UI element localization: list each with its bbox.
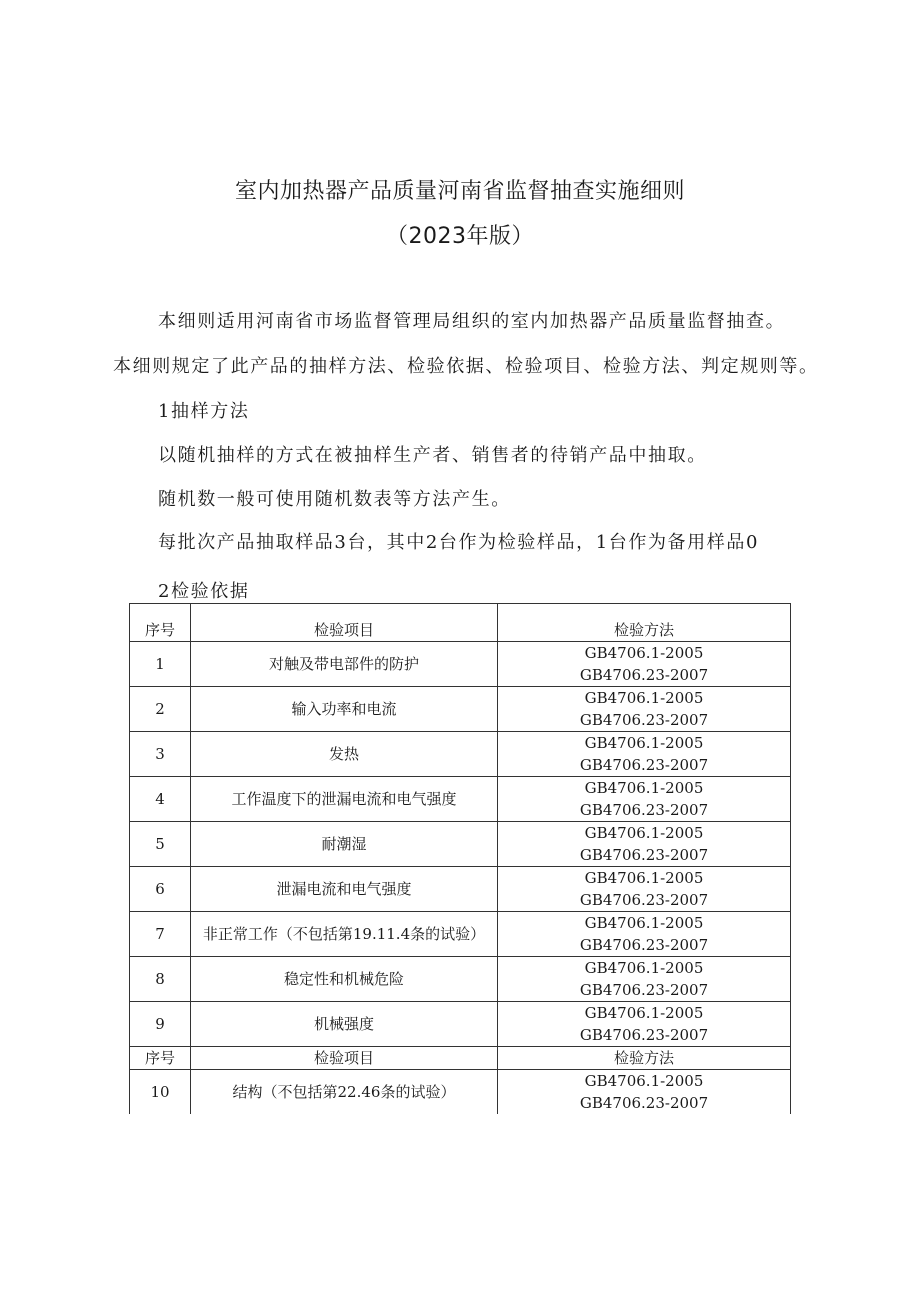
header-index: 序号 bbox=[130, 604, 191, 642]
document-subtitle: （2023年版） bbox=[386, 224, 534, 249]
table-row bbox=[130, 1070, 791, 1115]
table-row bbox=[130, 1002, 791, 1047]
row-method bbox=[498, 1002, 791, 1047]
method-standard: GB4706.1-2005 bbox=[584, 824, 704, 842]
row-item: 发热 bbox=[191, 732, 498, 777]
table-row bbox=[130, 912, 791, 957]
method-standard: GB4706.23-2007 bbox=[579, 891, 709, 909]
header-item: 检验项目 bbox=[191, 1047, 498, 1070]
row-index: 6 bbox=[130, 867, 191, 912]
row-method bbox=[498, 1070, 791, 1115]
row-index: 7 bbox=[130, 912, 191, 957]
section-2-heading: 2检验依据 bbox=[158, 581, 250, 602]
row-item: 稳定性和机械危险 bbox=[191, 957, 498, 1002]
section-1-heading: 1抽样方法 bbox=[158, 401, 250, 422]
method-standard: GB4706.23-2007 bbox=[579, 801, 709, 819]
row-method bbox=[498, 867, 791, 912]
row-item: 结构（不包括第22.46条的试验） bbox=[191, 1070, 498, 1115]
method-standard: GB4706.1-2005 bbox=[584, 1072, 704, 1090]
table-header-row bbox=[130, 604, 791, 642]
method-standard: GB4706.1-2005 bbox=[584, 869, 704, 887]
row-index: 5 bbox=[130, 822, 191, 867]
method-standard: GB4706.23-2007 bbox=[579, 846, 709, 864]
intro-paragraph-line2: 本细则规定了此产品的抽样方法、检验依据、检验项目、检验方法、判定规则等。 bbox=[113, 356, 819, 377]
row-method bbox=[498, 687, 791, 732]
method-standard: GB4706.23-2007 bbox=[579, 1026, 709, 1044]
row-method bbox=[498, 642, 791, 687]
document-title: 室内加热器产品质量河南省监督抽查实施细则 bbox=[234, 179, 685, 204]
table-header-row-repeat bbox=[130, 1047, 791, 1070]
row-item: 对触及带电部件的防护 bbox=[191, 642, 498, 687]
row-item: 泄漏电流和电气强度 bbox=[191, 867, 498, 912]
table-row bbox=[130, 687, 791, 732]
method-standard: GB4706.23-2007 bbox=[579, 756, 709, 774]
section-1-paragraph-2: 随机数一般可使用随机数表等方法产生。 bbox=[158, 489, 511, 510]
row-item: 机械强度 bbox=[191, 1002, 498, 1047]
table-row bbox=[130, 822, 791, 867]
method-standard: GB4706.1-2005 bbox=[584, 734, 704, 752]
method-standard: GB4706.1-2005 bbox=[584, 689, 704, 707]
method-standard: GB4706.1-2005 bbox=[584, 914, 704, 932]
table-row bbox=[130, 732, 791, 777]
row-method bbox=[498, 732, 791, 777]
inspection-items-table bbox=[129, 603, 791, 1114]
header-method: 检验方法 bbox=[498, 1047, 791, 1070]
method-standard: GB4706.23-2007 bbox=[579, 936, 709, 954]
section-1-paragraph-1: 以随机抽样的方式在被抽样生产者、销售者的待销产品中抽取。 bbox=[158, 445, 707, 466]
table-row bbox=[130, 777, 791, 822]
table-row bbox=[130, 642, 791, 687]
row-method bbox=[498, 822, 791, 867]
method-standard: GB4706.23-2007 bbox=[579, 711, 709, 729]
method-standard: GB4706.1-2005 bbox=[584, 959, 704, 977]
row-index: 1 bbox=[130, 642, 191, 687]
row-index: 10 bbox=[130, 1070, 191, 1115]
method-standard: GB4706.1-2005 bbox=[584, 644, 704, 662]
method-standard: GB4706.1-2005 bbox=[584, 1004, 704, 1022]
section-1-paragraph-3: 每批次产品抽取样品3台，其中2台作为检验样品，1台作为备用样品0 bbox=[158, 532, 760, 553]
row-method bbox=[498, 912, 791, 957]
intro-paragraph-line1: 本细则适用河南省市场监督管理局组织的室内加热器产品质量监督抽查。 bbox=[158, 311, 786, 332]
method-standard: GB4706.23-2007 bbox=[579, 1094, 709, 1112]
table-row bbox=[130, 867, 791, 912]
row-index: 8 bbox=[130, 957, 191, 1002]
row-item: 非正常工作（不包括第19.11.4条的试验） bbox=[191, 912, 498, 957]
header-item: 检验项目 bbox=[191, 604, 498, 642]
method-standard: GB4706.23-2007 bbox=[579, 666, 709, 684]
table-row bbox=[130, 957, 791, 1002]
row-method bbox=[498, 777, 791, 822]
header-index: 序号 bbox=[130, 1047, 191, 1070]
row-method bbox=[498, 957, 791, 1002]
row-index: 4 bbox=[130, 777, 191, 822]
row-index: 9 bbox=[130, 1002, 191, 1047]
row-item: 工作温度下的泄漏电流和电气强度 bbox=[191, 777, 498, 822]
method-standard: GB4706.1-2005 bbox=[584, 779, 704, 797]
row-index: 3 bbox=[130, 732, 191, 777]
row-index: 2 bbox=[130, 687, 191, 732]
row-item: 输入功率和电流 bbox=[191, 687, 498, 732]
header-method: 检验方法 bbox=[498, 604, 791, 642]
row-item: 耐潮湿 bbox=[191, 822, 498, 867]
method-standard: GB4706.23-2007 bbox=[579, 981, 709, 999]
